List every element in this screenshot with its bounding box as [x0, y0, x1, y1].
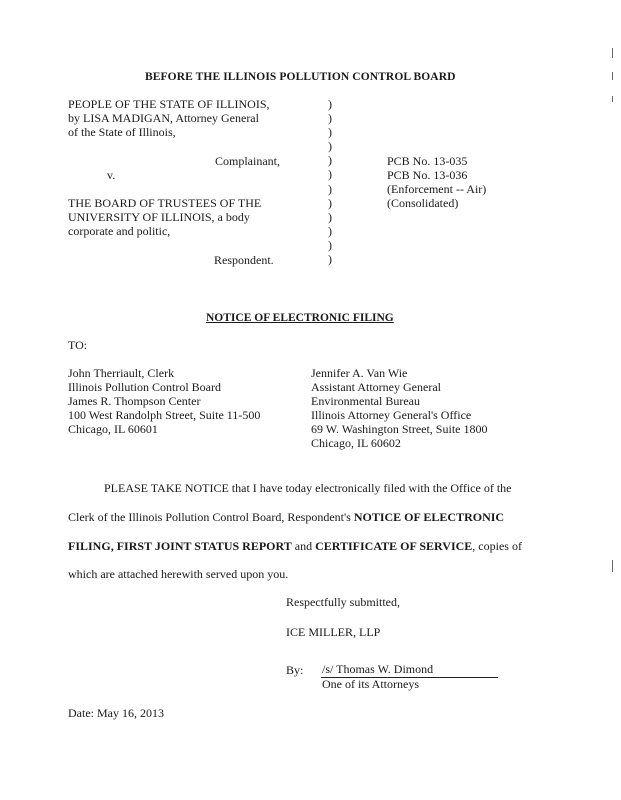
- address-line: John Therriault, Clerk: [68, 366, 175, 380]
- case-number-line: (Consolidated): [387, 196, 459, 210]
- body-line-4: which are attached herewith served upon you.: [68, 567, 289, 581]
- address-line: Illinois Attorney General's Office: [311, 408, 472, 422]
- scan-mark: [612, 48, 613, 58]
- respondent-line: THE BOARD OF TRUSTEES OF THE: [68, 196, 262, 210]
- caption-paren: ): [328, 139, 332, 154]
- body-line-2: [68, 510, 504, 525]
- attorney-role: One of its Attorneys: [322, 677, 419, 691]
- caption-paren: ): [328, 153, 332, 168]
- body-text: ,: [110, 539, 117, 553]
- scan-mark: [612, 72, 613, 80]
- address-line: Jennifer A. Van Wie: [311, 366, 408, 380]
- respondent-role: Respondent.: [214, 253, 274, 267]
- respondent-block: [68, 196, 261, 238]
- complainant-line: by LISA MADIGAN, Attorney General: [68, 111, 259, 125]
- address-line: 100 West Randolph Street, Suite 11-500: [68, 408, 261, 422]
- body-text: Clerk of the Illinois Pollution Control Board, Respondent's: [68, 510, 354, 524]
- caption-paren: ): [328, 167, 332, 182]
- caption-paren: ): [328, 97, 332, 111]
- caption-paren: ): [328, 209, 332, 224]
- caption-paren: ): [328, 181, 332, 196]
- addressee-right: [311, 366, 487, 450]
- complainant-line: PEOPLE OF THE STATE OF ILLINOIS,: [68, 97, 270, 111]
- caption-paren: ): [328, 125, 332, 140]
- complainant-line: of the State of Illinois,: [68, 125, 176, 139]
- case-number-line: PCB No. 13-036: [387, 168, 468, 182]
- address-line: Chicago, IL 60602: [311, 436, 401, 450]
- addressee-left: [68, 366, 260, 436]
- by-label: By:: [286, 663, 304, 677]
- case-numbers: [387, 154, 486, 210]
- versus: v.: [107, 168, 116, 182]
- body-bold-text: CERTIFICATE OF SERVICE: [315, 539, 473, 553]
- case-number-line: (Enforcement -- Air): [387, 182, 487, 196]
- complainant-role: Complainant,: [215, 154, 280, 168]
- scan-mark: [612, 96, 613, 102]
- address-line: Illinois Pollution Control Board: [68, 380, 222, 394]
- scan-mark: [612, 560, 613, 572]
- date-line: Date: May 16, 2013: [68, 706, 164, 720]
- caption-parens: [328, 97, 332, 266]
- board-title: BEFORE THE ILLINOIS POLLUTION CONTROL BOARD: [145, 71, 456, 83]
- caption-paren: ): [328, 195, 332, 210]
- address-line: Assistant Attorney General: [311, 380, 441, 394]
- caption-paren: ): [328, 252, 332, 267]
- address-line: James R. Thompson Center: [68, 394, 201, 408]
- notice-title: NOTICE OF ELECTRONIC FILING: [206, 312, 394, 324]
- address-line: Chicago, IL 60601: [68, 422, 158, 436]
- case-number-line: PCB No. 13-035: [387, 154, 468, 168]
- caption-paren: ): [328, 111, 332, 126]
- body-bold-text: FILING: [68, 539, 111, 553]
- body-line-3: [68, 539, 522, 554]
- body-bold-text: FIRST JOINT STATUS REPORT: [116, 539, 292, 553]
- body-text: and: [291, 539, 316, 553]
- to-label: TO:: [68, 338, 88, 352]
- body-bold-text: NOTICE OF ELECTRONIC: [353, 510, 505, 524]
- complainant-block: [68, 97, 270, 139]
- firm-name: ICE MILLER, LLP: [286, 625, 381, 639]
- respondent-line: UNIVERSITY OF ILLINOIS, a body: [68, 210, 250, 224]
- address-line: 69 W. Washington Street, Suite 1800: [311, 422, 488, 436]
- signature: /s/ Thomas W. Dimond: [322, 662, 434, 676]
- body-line-1: PLEASE TAKE NOTICE that I have today electronically filed with the Office of the: [104, 481, 512, 495]
- address-line: Environmental Bureau: [311, 394, 420, 408]
- caption-paren: ): [328, 223, 332, 238]
- caption-paren: ): [328, 237, 332, 252]
- body-text: , copies of: [472, 539, 522, 553]
- respectfully-submitted: Respectfully submitted,: [286, 595, 400, 609]
- respondent-line: corporate and politic,: [68, 224, 171, 238]
